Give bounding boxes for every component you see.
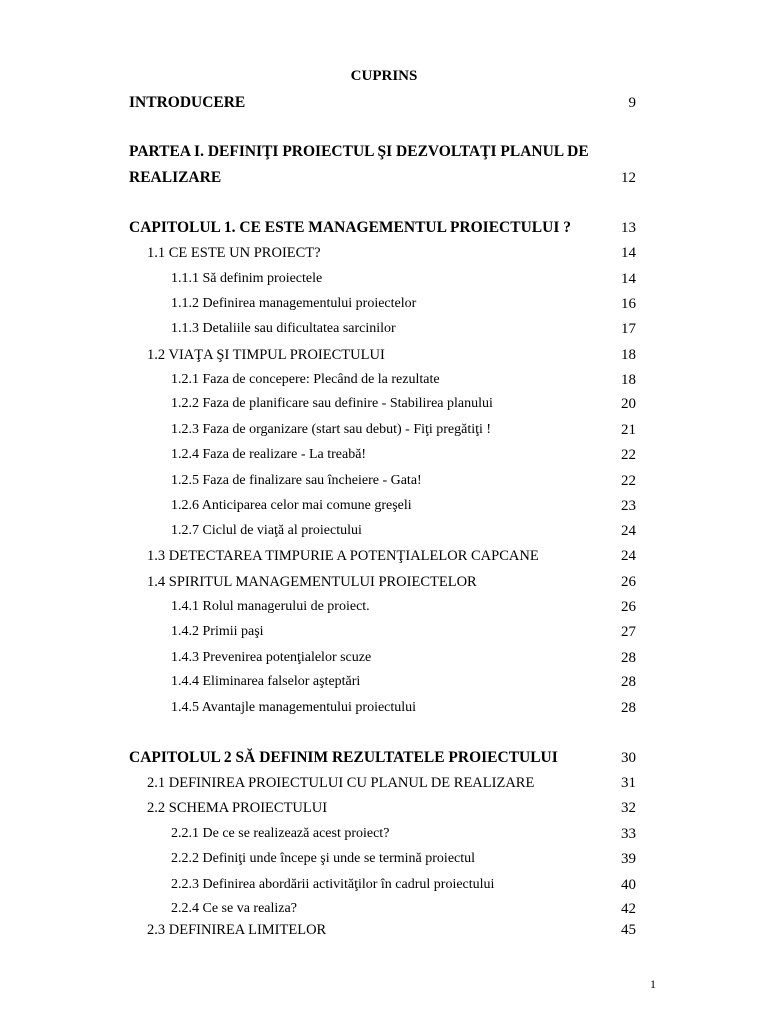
toc-entry	[0, 672, 768, 692]
toc-entry	[0, 269, 768, 289]
toc-entry	[0, 370, 768, 390]
toc-entry-page: 26	[621, 599, 636, 615]
toc-entry	[0, 420, 768, 440]
toc-entry	[0, 899, 768, 919]
toc-entry-label: 1.2.3 Faza de organizare (start sau debut) - Fiţi pregătiţi !	[171, 422, 492, 437]
toc-entry	[0, 920, 768, 940]
toc-entry-page: 22	[621, 447, 636, 463]
page-number: 1	[650, 977, 656, 991]
toc-entry-label: 1.4.1 Rolul managerului de proiect.	[171, 599, 370, 614]
toc-entry-label: 1.4 SPIRITUL MANAGEMENTULUI PROIECTELOR	[147, 574, 477, 590]
toc-entry	[0, 648, 768, 668]
toc-entry-page: 16	[621, 296, 636, 312]
toc-entry-label: 1.1.1 Să definim proiectele	[171, 271, 323, 286]
toc-entry	[0, 93, 768, 113]
toc-entry	[0, 698, 768, 718]
toc-entry	[0, 496, 768, 516]
toc-entry-label: 2.2 SCHEMA PROIECTULUI	[147, 800, 328, 816]
toc-entry-page: 28	[621, 674, 636, 690]
toc-entry-page: 42	[621, 901, 636, 917]
toc-entry-label: 1.4.2 Primii paşi	[171, 624, 264, 639]
toc-entry	[0, 319, 768, 339]
toc-entry-label: 1.4.4 Eliminarea falselor aşteptări	[171, 674, 361, 689]
toc-entry	[0, 773, 768, 793]
toc-entry	[0, 294, 768, 314]
toc-entry-page: 9	[628, 95, 636, 111]
toc-entry-page: 13	[621, 220, 636, 236]
toc-entry-label: 1.1 CE ESTE UN PROIECT?	[147, 245, 321, 261]
toc-entry	[0, 142, 768, 162]
toc-entry-label: 1.2 VIAŢA ŞI TIMPUL PROIECTULUI	[147, 347, 385, 363]
toc-entry-page: 24	[621, 548, 636, 564]
toc-entry-page: 32	[621, 800, 636, 816]
toc-entry-label: PARTEA I. DEFINIŢI PROIECTUL ŞI DEZVOLTAŢI PLANUL DE	[129, 143, 589, 160]
toc-entry	[0, 168, 768, 188]
toc-entry	[0, 243, 768, 263]
toc-entry-label: 1.3 DETECTAREA TIMPURIE A POTENŢIALELOR CAPCANE	[147, 548, 539, 564]
toc-entry-page: 28	[621, 650, 636, 666]
toc-entry	[0, 218, 768, 238]
toc-entry-page: 14	[621, 271, 636, 287]
toc-entry	[0, 521, 768, 541]
toc-entry-page: 20	[621, 396, 636, 412]
toc-entry	[0, 622, 768, 642]
toc-entry	[0, 546, 768, 566]
toc-entry-label: 1.2.4 Faza de realizare - La treabă!	[171, 447, 367, 462]
toc-entry-label: 2.2.1 De ce se realizează acest proiect?	[171, 826, 390, 841]
toc-entry-label: 1.2.7 Ciclul de viaţă al proiectului	[171, 523, 362, 538]
toc-entry-page: 26	[621, 574, 636, 590]
toc-entry-page: 28	[621, 700, 636, 716]
toc-entry-page: 24	[621, 523, 636, 539]
toc-entry-page: 30	[621, 750, 636, 766]
toc-entry	[0, 597, 768, 617]
toc-entry-label: 1.2.5 Faza de finalizare sau încheiere - Gata!	[171, 473, 422, 488]
toc-entry-page: 21	[621, 422, 636, 438]
toc-entry-label: 2.2.4 Ce se va realiza?	[171, 901, 297, 916]
toc-entry-label: CAPITOLUL 2 SĂ DEFINIM REZULTATELE PROIECTULUI	[129, 749, 558, 766]
toc-entry-page: 12	[621, 170, 636, 186]
toc-entry	[0, 345, 768, 365]
toc-entry-label: 1.1.2 Definirea managementului proiectelor	[171, 296, 417, 311]
toc-entry	[0, 572, 768, 592]
toc-entry-page: 27	[621, 624, 636, 640]
toc-entry-page: 22	[621, 473, 636, 489]
toc-entry-label: 1.4.5 Avantajle managementului proiectului	[171, 700, 417, 715]
toc-entry-label: REALIZARE	[129, 169, 222, 186]
toc-entry-label: 2.2.2 Definiţi unde începe şi unde se termină proiectul	[171, 851, 476, 866]
toc-entry-page: 17	[621, 321, 636, 337]
toc-entry-page: 39	[621, 851, 636, 867]
toc-entry-label: 2.2.3 Definirea abordării activităţilor în cadrul proiectului	[171, 877, 495, 892]
toc-title: CUPRINS	[350, 68, 418, 84]
toc-entry	[0, 394, 768, 414]
toc-entry-label: 1.2.1 Faza de concepere: Plecând de la rezultate	[171, 372, 440, 387]
toc-entry-label: 1.2.6 Anticiparea celor mai comune greşeli	[171, 498, 412, 513]
toc-entry-page: 14	[621, 245, 636, 261]
toc-entry-page: 18	[621, 347, 636, 363]
toc-entry-page: 31	[621, 775, 636, 791]
toc-entry-page: 45	[621, 922, 636, 938]
toc-entry-label: 2.3 DEFINIREA LIMITELOR	[147, 922, 327, 938]
toc-entry	[0, 875, 768, 895]
toc-entry	[0, 849, 768, 869]
toc-entry-page: 18	[621, 372, 636, 388]
toc-entry-label: 1.1.3 Detaliile sau dificultatea sarcinilor	[171, 321, 396, 336]
toc-entry	[0, 471, 768, 491]
toc-entry-page: 23	[621, 498, 636, 514]
toc-entry-label: 2.1 DEFINIREA PROIECTULUI CU PLANUL DE REALIZARE	[147, 775, 535, 791]
toc-entry	[0, 798, 768, 818]
toc-entry-label: 1.4.3 Prevenirea potenţialelor scuze	[171, 650, 372, 665]
toc-entry	[0, 748, 768, 768]
toc-entry-label: 1.2.2 Faza de planificare sau definire - Stabilirea planului	[171, 396, 493, 411]
toc-entry-page: 33	[621, 826, 636, 842]
toc-entry-label: INTRODUCERE	[129, 94, 246, 111]
toc-entry	[0, 824, 768, 844]
toc-entry	[0, 445, 768, 465]
toc-entry-label: CAPITOLUL 1. CE ESTE MANAGEMENTUL PROIECTULUI ?	[129, 219, 571, 236]
toc-entry-page: 40	[621, 877, 636, 893]
